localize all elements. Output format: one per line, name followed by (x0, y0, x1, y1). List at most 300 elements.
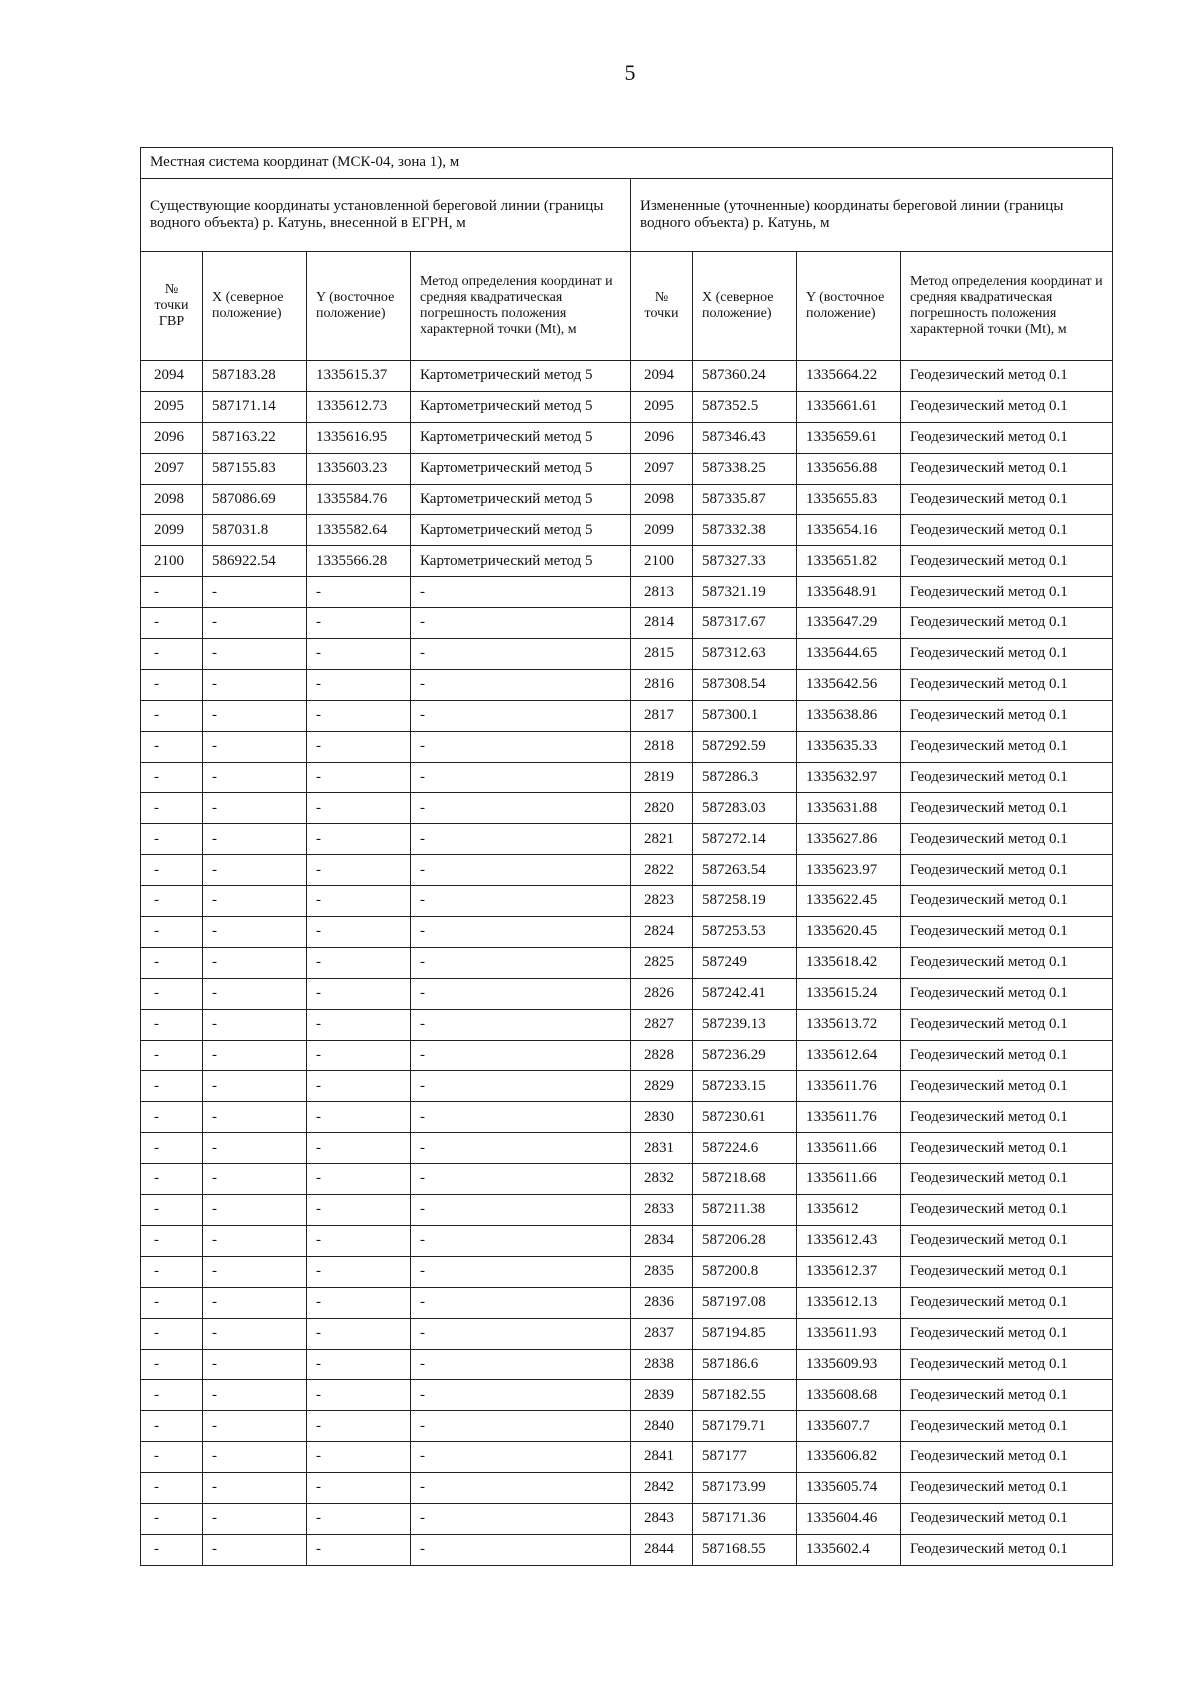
existing-x-cell: - (203, 1442, 307, 1473)
updated-point-number-cell: 2813 (631, 577, 693, 608)
updated-x-cell: 587186.6 (693, 1349, 797, 1380)
existing-point-number-cell: - (141, 1164, 203, 1195)
updated-y-cell: 1335611.93 (797, 1318, 901, 1349)
updated-point-number-cell: 2814 (631, 608, 693, 639)
existing-method-cell: Картометрический метод 5 (411, 453, 631, 484)
existing-y-cell: - (307, 886, 411, 917)
updated-method-cell: Геодезический метод 0.1 (901, 1071, 1113, 1102)
updated-y-cell: 1335648.91 (797, 577, 901, 608)
updated-y-cell: 1335623.97 (797, 855, 901, 886)
updated-point-number-cell: 2843 (631, 1503, 693, 1534)
updated-x-cell: 587253.53 (693, 917, 797, 948)
col-header-updated-y: Y (восточное положение) (797, 252, 901, 361)
updated-y-cell: 1335631.88 (797, 793, 901, 824)
existing-point-number-cell: - (141, 917, 203, 948)
updated-point-number-cell: 2824 (631, 917, 693, 948)
updated-x-cell: 587177 (693, 1442, 797, 1473)
updated-method-cell: Геодезический метод 0.1 (901, 1102, 1113, 1133)
existing-method-cell: - (411, 1195, 631, 1226)
existing-y-cell: - (307, 1133, 411, 1164)
existing-point-number-cell: - (141, 700, 203, 731)
existing-method-cell: - (411, 1164, 631, 1195)
existing-x-cell: - (203, 1318, 307, 1349)
updated-method-cell: Геодезический метод 0.1 (901, 577, 1113, 608)
updated-y-cell: 1335620.45 (797, 917, 901, 948)
updated-method-cell: Геодезический метод 0.1 (901, 886, 1113, 917)
existing-point-number-cell: - (141, 1225, 203, 1256)
existing-point-number-cell: - (141, 1503, 203, 1534)
table-row (141, 1071, 1113, 1102)
updated-x-cell: 587308.54 (693, 669, 797, 700)
table-row (141, 917, 1113, 948)
existing-point-number-cell: - (141, 731, 203, 762)
updated-x-cell: 587300.1 (693, 700, 797, 731)
existing-method-cell: Картометрический метод 5 (411, 546, 631, 577)
existing-point-number-cell: - (141, 577, 203, 608)
existing-point-number-cell: - (141, 793, 203, 824)
updated-point-number-cell: 2823 (631, 886, 693, 917)
updated-y-cell: 1335611.66 (797, 1133, 901, 1164)
updated-method-cell: Геодезический метод 0.1 (901, 1318, 1113, 1349)
existing-point-number-cell: - (141, 1195, 203, 1226)
existing-point-number-cell: - (141, 886, 203, 917)
existing-point-number-cell: 2095 (141, 391, 203, 422)
existing-method-cell: - (411, 824, 631, 855)
updated-method-cell: Геодезический метод 0.1 (901, 639, 1113, 670)
existing-method-cell: - (411, 608, 631, 639)
existing-point-number-cell: - (141, 855, 203, 886)
existing-method-cell: - (411, 1009, 631, 1040)
updated-x-cell: 587327.33 (693, 546, 797, 577)
existing-method-cell: Картометрический метод 5 (411, 484, 631, 515)
updated-y-cell: 1335638.86 (797, 700, 901, 731)
updated-point-number-cell: 2830 (631, 1102, 693, 1133)
existing-method-cell: Картометрический метод 5 (411, 422, 631, 453)
existing-point-number-cell: 2094 (141, 361, 203, 392)
existing-method-cell: - (411, 1225, 631, 1256)
updated-method-cell: Геодезический метод 0.1 (901, 762, 1113, 793)
existing-method-cell: - (411, 639, 631, 670)
existing-y-cell: - (307, 700, 411, 731)
updated-y-cell: 1335611.66 (797, 1164, 901, 1195)
table-column-header-row (141, 252, 1113, 361)
updated-point-number-cell: 2840 (631, 1411, 693, 1442)
existing-point-number-cell: 2096 (141, 422, 203, 453)
existing-y-cell: - (307, 1256, 411, 1287)
table-row (141, 1256, 1113, 1287)
updated-point-number-cell: 2833 (631, 1195, 693, 1226)
updated-y-cell: 1335612 (797, 1195, 901, 1226)
existing-y-cell: - (307, 793, 411, 824)
updated-x-cell: 587286.3 (693, 762, 797, 793)
updated-x-cell: 587218.68 (693, 1164, 797, 1195)
existing-point-number-cell: - (141, 1473, 203, 1504)
existing-method-cell: - (411, 1318, 631, 1349)
existing-method-cell: - (411, 1442, 631, 1473)
coordinates-table (140, 147, 1113, 1566)
existing-method-cell: - (411, 669, 631, 700)
table-row (141, 422, 1113, 453)
existing-x-cell: - (203, 1195, 307, 1226)
existing-point-number-cell: - (141, 1411, 203, 1442)
existing-point-number-cell: - (141, 1287, 203, 1318)
updated-point-number-cell: 2827 (631, 1009, 693, 1040)
updated-method-cell: Геодезический метод 0.1 (901, 453, 1113, 484)
existing-x-cell: - (203, 731, 307, 762)
existing-point-number-cell: - (141, 824, 203, 855)
existing-x-cell: 587163.22 (203, 422, 307, 453)
updated-point-number-cell: 2099 (631, 515, 693, 546)
updated-method-cell: Геодезический метод 0.1 (901, 824, 1113, 855)
existing-point-number-cell: - (141, 608, 203, 639)
updated-x-cell: 587233.15 (693, 1071, 797, 1102)
existing-y-cell: - (307, 639, 411, 670)
updated-point-number-cell: 2831 (631, 1133, 693, 1164)
updated-point-number-cell: 2819 (631, 762, 693, 793)
updated-x-cell: 587272.14 (693, 824, 797, 855)
table-row (141, 1411, 1113, 1442)
updated-y-cell: 1335647.29 (797, 608, 901, 639)
existing-method-cell: Картометрический метод 5 (411, 515, 631, 546)
table-row (141, 1009, 1113, 1040)
table-row (141, 577, 1113, 608)
existing-y-cell: - (307, 1380, 411, 1411)
existing-method-cell: - (411, 947, 631, 978)
existing-x-cell: - (203, 1503, 307, 1534)
updated-point-number-cell: 2098 (631, 484, 693, 515)
updated-point-number-cell: 2837 (631, 1318, 693, 1349)
updated-method-cell: Геодезический метод 0.1 (901, 1009, 1113, 1040)
existing-x-cell: - (203, 1225, 307, 1256)
updated-y-cell: 1335608.68 (797, 1380, 901, 1411)
existing-y-cell: - (307, 855, 411, 886)
existing-x-cell: 587086.69 (203, 484, 307, 515)
updated-x-cell: 587321.19 (693, 577, 797, 608)
table-row (141, 515, 1113, 546)
table-row (141, 886, 1113, 917)
updated-method-cell: Геодезический метод 0.1 (901, 917, 1113, 948)
existing-point-number-cell: 2098 (141, 484, 203, 515)
updated-x-cell: 587335.87 (693, 484, 797, 515)
existing-x-cell: 587031.8 (203, 515, 307, 546)
existing-method-cell: - (411, 1256, 631, 1287)
updated-method-cell: Геодезический метод 0.1 (901, 608, 1113, 639)
existing-method-cell: Картометрический метод 5 (411, 361, 631, 392)
updated-x-cell: 587182.55 (693, 1380, 797, 1411)
updated-point-number-cell: 2836 (631, 1287, 693, 1318)
existing-y-cell: - (307, 917, 411, 948)
updated-y-cell: 1335661.61 (797, 391, 901, 422)
existing-point-number-cell: 2099 (141, 515, 203, 546)
updated-y-cell: 1335606.82 (797, 1442, 901, 1473)
updated-x-cell: 587312.63 (693, 639, 797, 670)
updated-x-cell: 587168.55 (693, 1534, 797, 1565)
existing-y-cell: - (307, 762, 411, 793)
updated-x-cell: 587242.41 (693, 978, 797, 1009)
existing-y-cell: - (307, 947, 411, 978)
existing-x-cell: - (203, 1349, 307, 1380)
existing-x-cell: - (203, 762, 307, 793)
existing-y-cell: 1335584.76 (307, 484, 411, 515)
updated-point-number-cell: 2834 (631, 1225, 693, 1256)
updated-method-cell: Геодезический метод 0.1 (901, 1256, 1113, 1287)
table-row (141, 1473, 1113, 1504)
existing-y-cell: - (307, 608, 411, 639)
table-group-header-row (141, 179, 1113, 252)
existing-x-cell: - (203, 1473, 307, 1504)
existing-method-cell: - (411, 1287, 631, 1318)
col-header-updated-x: X (северное положение) (693, 252, 797, 361)
existing-x-cell: - (203, 669, 307, 700)
updated-point-number-cell: 2822 (631, 855, 693, 886)
existing-y-cell: - (307, 1225, 411, 1256)
updated-method-cell: Геодезический метод 0.1 (901, 1380, 1113, 1411)
existing-x-cell: - (203, 793, 307, 824)
existing-method-cell: - (411, 1071, 631, 1102)
existing-method-cell: - (411, 577, 631, 608)
existing-x-cell: - (203, 1411, 307, 1442)
existing-y-cell: - (307, 1102, 411, 1133)
updated-y-cell: 1335642.56 (797, 669, 901, 700)
updated-method-cell: Геодезический метод 0.1 (901, 1040, 1113, 1071)
updated-x-cell: 587338.25 (693, 453, 797, 484)
table-row (141, 453, 1113, 484)
updated-method-cell: Геодезический метод 0.1 (901, 422, 1113, 453)
table-row (141, 947, 1113, 978)
existing-x-cell: - (203, 855, 307, 886)
existing-y-cell: - (307, 1534, 411, 1565)
updated-point-number-cell: 2832 (631, 1164, 693, 1195)
existing-y-cell: - (307, 1473, 411, 1504)
updated-point-number-cell: 2825 (631, 947, 693, 978)
existing-x-cell: - (203, 886, 307, 917)
updated-point-number-cell: 2817 (631, 700, 693, 731)
updated-method-cell: Геодезический метод 0.1 (901, 361, 1113, 392)
table-row (141, 1102, 1113, 1133)
updated-method-cell: Геодезический метод 0.1 (901, 1195, 1113, 1226)
updated-method-cell: Геодезический метод 0.1 (901, 978, 1113, 1009)
updated-y-cell: 1335659.61 (797, 422, 901, 453)
updated-x-cell: 587200.8 (693, 1256, 797, 1287)
table-row (141, 1534, 1113, 1565)
existing-x-cell: - (203, 1102, 307, 1133)
updated-point-number-cell: 2838 (631, 1349, 693, 1380)
col-header-existing-method: Метод определения координат и средняя квадратическая погрешность положения характерной точки (Mt), м (411, 252, 631, 361)
updated-point-number-cell: 2842 (631, 1473, 693, 1504)
updated-method-cell: Геодезический метод 0.1 (901, 1473, 1113, 1504)
existing-x-cell: - (203, 824, 307, 855)
updated-x-cell: 587211.38 (693, 1195, 797, 1226)
updated-x-cell: 587263.54 (693, 855, 797, 886)
updated-method-cell: Геодезический метод 0.1 (901, 855, 1113, 886)
table-row (141, 793, 1113, 824)
existing-method-cell: - (411, 978, 631, 1009)
existing-x-cell: 587183.28 (203, 361, 307, 392)
existing-x-cell: - (203, 1071, 307, 1102)
existing-point-number-cell: - (141, 762, 203, 793)
updated-y-cell: 1335654.16 (797, 515, 901, 546)
updated-x-cell: 587236.29 (693, 1040, 797, 1071)
existing-x-cell: - (203, 1164, 307, 1195)
updated-y-cell: 1335656.88 (797, 453, 901, 484)
existing-point-number-cell: - (141, 669, 203, 700)
table-row (141, 484, 1113, 515)
existing-y-cell: 1335616.95 (307, 422, 411, 453)
existing-point-number-cell: - (141, 1318, 203, 1349)
updated-y-cell: 1335609.93 (797, 1349, 901, 1380)
existing-method-cell: - (411, 886, 631, 917)
updated-point-number-cell: 2095 (631, 391, 693, 422)
existing-method-cell: - (411, 855, 631, 886)
existing-y-cell: - (307, 1164, 411, 1195)
col-header-existing-x: X (северное положение) (203, 252, 307, 361)
table-row (141, 608, 1113, 639)
col-header-existing-number: № точки ГВР (141, 252, 203, 361)
updated-x-cell: 587292.59 (693, 731, 797, 762)
existing-y-cell: 1335566.28 (307, 546, 411, 577)
table-row (141, 1225, 1113, 1256)
updated-point-number-cell: 2844 (631, 1534, 693, 1565)
existing-y-cell: - (307, 669, 411, 700)
table-title-row (141, 148, 1113, 179)
existing-y-cell: 1335612.73 (307, 391, 411, 422)
updated-y-cell: 1335632.97 (797, 762, 901, 793)
updated-y-cell: 1335612.37 (797, 1256, 901, 1287)
table-row (141, 1133, 1113, 1164)
updated-x-cell: 587360.24 (693, 361, 797, 392)
updated-method-cell: Геодезический метод 0.1 (901, 700, 1113, 731)
updated-y-cell: 1335612.43 (797, 1225, 901, 1256)
updated-x-cell: 587249 (693, 947, 797, 978)
existing-x-cell: - (203, 700, 307, 731)
existing-y-cell: 1335582.64 (307, 515, 411, 546)
updated-point-number-cell: 2818 (631, 731, 693, 762)
updated-x-cell: 587317.67 (693, 608, 797, 639)
updated-y-cell: 1335618.42 (797, 947, 901, 978)
col-header-updated-number: № точки (631, 252, 693, 361)
existing-y-cell: - (307, 577, 411, 608)
updated-x-cell: 587352.5 (693, 391, 797, 422)
existing-point-number-cell: 2100 (141, 546, 203, 577)
existing-x-cell: - (203, 577, 307, 608)
updated-point-number-cell: 2826 (631, 978, 693, 1009)
updated-method-cell: Геодезический метод 0.1 (901, 1503, 1113, 1534)
updated-y-cell: 1335602.4 (797, 1534, 901, 1565)
table-row (141, 1503, 1113, 1534)
updated-point-number-cell: 2841 (631, 1442, 693, 1473)
existing-x-cell: - (203, 1256, 307, 1287)
table-row (141, 1164, 1113, 1195)
existing-method-cell: - (411, 1473, 631, 1504)
updated-x-cell: 587206.28 (693, 1225, 797, 1256)
existing-y-cell: - (307, 824, 411, 855)
existing-x-cell: - (203, 978, 307, 1009)
updated-y-cell: 1335605.74 (797, 1473, 901, 1504)
existing-y-cell: - (307, 1503, 411, 1534)
updated-y-cell: 1335635.33 (797, 731, 901, 762)
updated-y-cell: 1335622.45 (797, 886, 901, 917)
updated-method-cell: Геодезический метод 0.1 (901, 484, 1113, 515)
table-row (141, 1380, 1113, 1411)
existing-point-number-cell: - (141, 1256, 203, 1287)
existing-x-cell: - (203, 1287, 307, 1318)
updated-x-cell: 587346.43 (693, 422, 797, 453)
updated-method-cell: Геодезический метод 0.1 (901, 1164, 1113, 1195)
updated-point-number-cell: 2815 (631, 639, 693, 670)
table-row (141, 1287, 1113, 1318)
table-row (141, 731, 1113, 762)
existing-method-cell: - (411, 1380, 631, 1411)
updated-y-cell: 1335655.83 (797, 484, 901, 515)
updated-method-cell: Геодезический метод 0.1 (901, 546, 1113, 577)
table-row (141, 669, 1113, 700)
existing-method-cell: - (411, 1503, 631, 1534)
updated-point-number-cell: 2829 (631, 1071, 693, 1102)
table-row (141, 1195, 1113, 1226)
updated-point-number-cell: 2096 (631, 422, 693, 453)
existing-method-cell: - (411, 1040, 631, 1071)
updated-x-cell: 587171.36 (693, 1503, 797, 1534)
table-row (141, 639, 1113, 670)
table-row (141, 978, 1113, 1009)
updated-point-number-cell: 2097 (631, 453, 693, 484)
table-row (141, 700, 1113, 731)
existing-y-cell: - (307, 731, 411, 762)
existing-x-cell: 587171.14 (203, 391, 307, 422)
existing-y-cell: - (307, 1442, 411, 1473)
existing-method-cell: - (411, 1102, 631, 1133)
table-row (141, 391, 1113, 422)
updated-x-cell: 587332.38 (693, 515, 797, 546)
existing-coordinates-header: Существующие координаты установленной береговой линии (границы водного объекта) р. Катунь, внесенной в ЕГРН, м (141, 179, 631, 252)
updated-method-cell: Геодезический метод 0.1 (901, 391, 1113, 422)
updated-y-cell: 1335613.72 (797, 1009, 901, 1040)
updated-method-cell: Геодезический метод 0.1 (901, 1133, 1113, 1164)
updated-y-cell: 1335627.86 (797, 824, 901, 855)
table-row (141, 824, 1113, 855)
existing-point-number-cell: - (141, 947, 203, 978)
existing-x-cell: - (203, 1534, 307, 1565)
existing-method-cell: - (411, 793, 631, 824)
updated-y-cell: 1335615.24 (797, 978, 901, 1009)
updated-x-cell: 587194.85 (693, 1318, 797, 1349)
existing-point-number-cell: - (141, 1040, 203, 1071)
updated-method-cell: Геодезический метод 0.1 (901, 1225, 1113, 1256)
updated-point-number-cell: 2816 (631, 669, 693, 700)
existing-x-cell: 587155.83 (203, 453, 307, 484)
existing-x-cell: - (203, 947, 307, 978)
existing-y-cell: 1335615.37 (307, 361, 411, 392)
existing-method-cell: - (411, 917, 631, 948)
existing-x-cell: - (203, 1009, 307, 1040)
existing-point-number-cell: - (141, 1009, 203, 1040)
existing-y-cell: - (307, 1287, 411, 1318)
existing-y-cell: - (307, 1040, 411, 1071)
existing-y-cell: - (307, 978, 411, 1009)
updated-method-cell: Геодезический метод 0.1 (901, 669, 1113, 700)
table-row (141, 762, 1113, 793)
updated-point-number-cell: 2821 (631, 824, 693, 855)
existing-x-cell: - (203, 1040, 307, 1071)
existing-point-number-cell: - (141, 1380, 203, 1411)
updated-y-cell: 1335611.76 (797, 1071, 901, 1102)
existing-method-cell: - (411, 700, 631, 731)
updated-coordinates-header: Измененные (уточненные) координаты береговой линии (границы водного объекта) р. Катунь, м (631, 179, 1113, 252)
page-number: 5 (624, 60, 636, 85)
updated-point-number-cell: 2828 (631, 1040, 693, 1071)
existing-y-cell: - (307, 1349, 411, 1380)
updated-x-cell: 587258.19 (693, 886, 797, 917)
